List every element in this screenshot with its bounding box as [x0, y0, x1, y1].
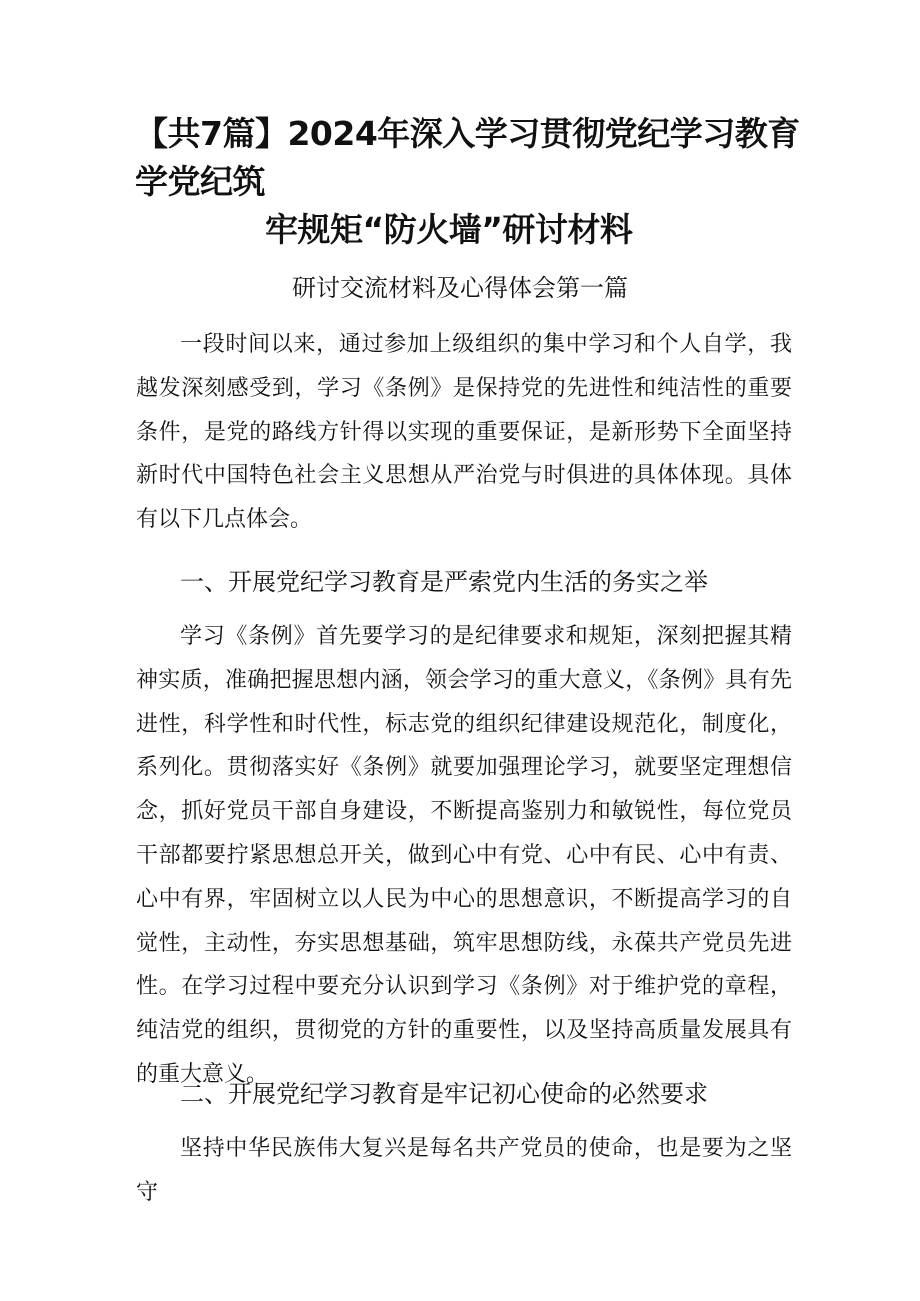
document-title-line-2: 牢规矩“防火墙”研讨材料: [265, 210, 633, 249]
body-paragraph-1: 一段时间以来，通过参加上级组织的集中学习和个人自学，我越发深刻感受到，学习《条例》是保持党的先进性和纯洁性的重要条件，是党的路线方针得以实现的重要保证，是新形势下全面坚持新时代中国特色社会主义思想从严治党与时俱进的具体体现。具体有以下几点体会。: [136, 332, 792, 533]
section-heading-1: 一、开展党纪学习教育是严索党内生活的务实之举: [180, 568, 708, 596]
section-subtitle: 研讨交流材料及心得体会第一篇: [292, 274, 628, 302]
body-paragraph-3: 坚持中华民族伟大复兴是每名共产党员的使命，也是要为之坚守: [136, 1136, 792, 1205]
document-title-line-1: 【共7篇】2024年深入学习贯彻党纪学习教育学党纪筑: [135, 114, 800, 201]
section-heading-2: 二、开展党纪学习教育是牢记初心使命的必然要求: [180, 1080, 708, 1108]
document-title: [135, 110, 805, 254]
body-paragraph-2: 学习《条例》首先要学习的是纪律要求和规矩，深刻把握其精神实质，准确把握思想内涵，领会学习的重大意义，《条例》具有先进性，科学性和时代性，标志党的组织纪律建设规范化，制度化，系列化。贯彻落实好《条例》就要加强理论学习，就要坚定理想信念，抓好党员干部自身建设，不断提高鉴别力和敏锐性，每位党员干部都要拧紧思想总开关，做到心中有党、心中有民、心中有责、心中有界，牢固树立以人民为中心的思想意识，不断提高学习的自觉性，主动性，夯实思想基础，筑牢思想防线，永葆共产党员先进性。在学习过程中要充分认识到学习《条例》对于维护党的章程，纯洁党的组织，贯彻党的方针的重要性，以及坚持高质量发展具有的重大意义。: [136, 624, 792, 1087]
